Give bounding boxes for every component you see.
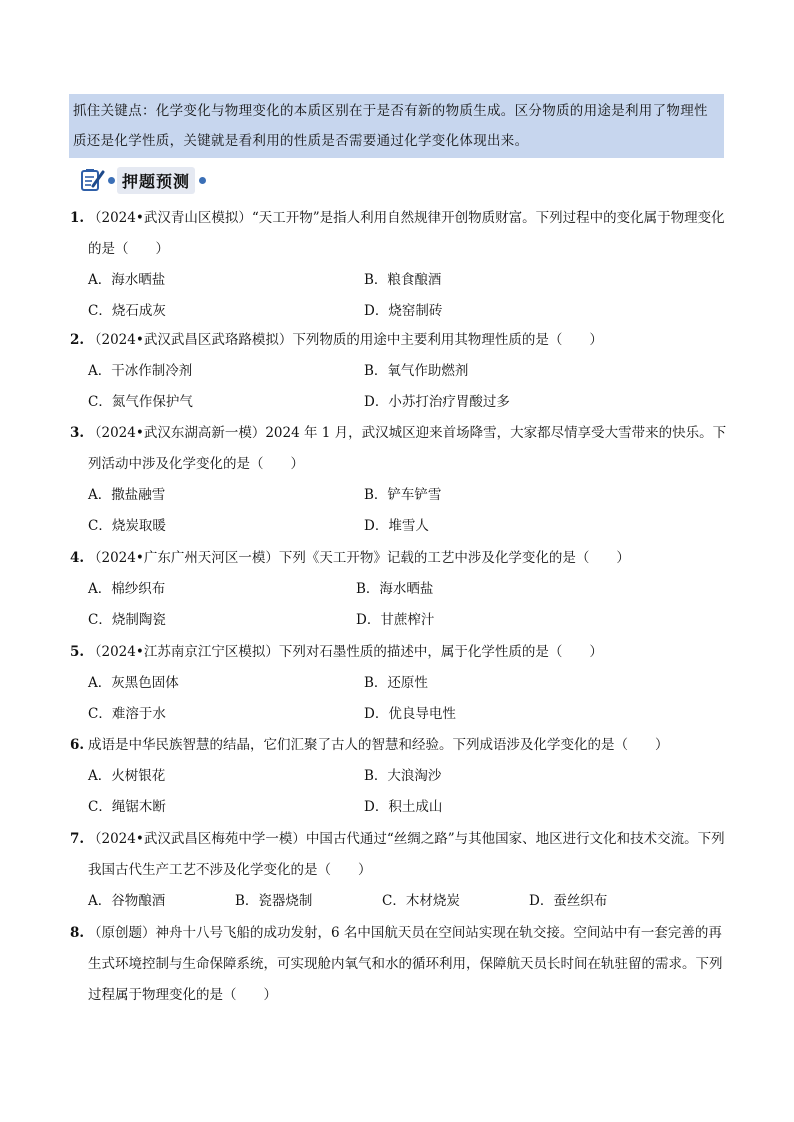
section-banner xyxy=(80,166,206,194)
option-b: B．粮食酿酒 xyxy=(364,272,442,288)
option-a: A．棉纱织布 xyxy=(88,581,166,597)
question-number: 8. xyxy=(70,925,85,941)
question-4 xyxy=(70,543,730,636)
question-stem: （2024•武汉武昌区武珞路模拟）下列物质的用途中主要利用其物理性质的是（ ） xyxy=(88,332,603,348)
question-number: 6. xyxy=(70,737,85,753)
question-number: 4. xyxy=(70,550,85,566)
key-point-box xyxy=(69,94,724,158)
question-number: 7. xyxy=(70,831,85,847)
option-c: C．烧炭取暖 xyxy=(88,518,166,534)
option-b: B．大浪淘沙 xyxy=(364,768,442,784)
banner-title: 押题预测 xyxy=(117,167,195,194)
option-c: C．难溶于水 xyxy=(88,706,166,722)
option-a: A．海水晒盐 xyxy=(88,272,166,288)
question-stem: （2024•武汉东湖高新一模）2024 年 1 月，武汉城区迎来首场降雪，大家都尽情享受大雪带来的快乐。下列活动中涉及化学变化的是（ ） xyxy=(88,425,727,472)
key-point-text: 抓住关键点：化学变化与物理变化的本质区别在于是否有新的物质生成。区分物质的用途是利用了物理性质还是化学性质，关键就是看利用的性质是否需要通过化学变化体现出来。 xyxy=(73,103,708,149)
option-b: B．铲车铲雪 xyxy=(364,487,442,503)
option-d: D．堆雪人 xyxy=(364,518,429,534)
option-c: C．烧制陶瓷 xyxy=(88,612,166,628)
question-1 xyxy=(70,203,730,327)
question-number: 5. xyxy=(70,644,85,660)
option-d: D．甘蔗榨汁 xyxy=(356,612,435,628)
option-c: C．绳锯木断 xyxy=(88,799,166,815)
option-c: C．烧石成灰 xyxy=(88,303,166,319)
option-a: A．干冰作制冷剂 xyxy=(88,363,193,379)
option-d: D．小苏打治疗胃酸过多 xyxy=(364,394,510,410)
option-d: D．烧窑制砖 xyxy=(364,303,443,319)
question-6 xyxy=(70,730,730,823)
question-number: 3. xyxy=(70,425,85,441)
option-b: B．氧气作助燃剂 xyxy=(364,363,469,379)
question-stem: （2024•武汉武昌区梅苑中学一模）中国古代通过“丝绸之路”与其他国家、地区进行文化和技术交流。下列我国古代生产工艺不涉及化学变化的是（ ） xyxy=(88,831,725,878)
question-2 xyxy=(70,325,730,418)
option-d: D．积土成山 xyxy=(364,799,443,815)
option-a: A．灰黑色固体 xyxy=(88,675,179,691)
option-d: D．蚕丝织布 xyxy=(529,893,608,909)
option-b: B．还原性 xyxy=(364,675,428,691)
question-number: 1. xyxy=(70,210,85,226)
question-stem: （2024•广东广州天河区一模）下列《天工开物》记载的工艺中涉及化学变化的是（ ） xyxy=(88,550,630,566)
question-8 xyxy=(70,918,730,1011)
option-d: D．优良导电性 xyxy=(364,706,456,722)
banner-dot-left xyxy=(108,177,115,184)
option-a: A．谷物酿酒 xyxy=(88,893,166,909)
question-3 xyxy=(70,418,730,542)
question-stem: （原创题）神舟十八号飞船的成功发射，6 名中国航天员在空间站实现在轨交接。空间站中有一套完善的再生式环境控制与生命保障系统，可实现舱内氧气和水的循环利用，保障航天员长时间在轨驻留的需求。下列过程属于物理变化的是（ ） xyxy=(88,925,723,1003)
option-c: C．木材烧炭 xyxy=(382,893,460,909)
question-7 xyxy=(70,824,730,917)
option-a: A．火树银花 xyxy=(88,768,166,784)
question-stem: 成语是中华民族智慧的结晶，它们汇聚了古人的智慧和经验。下列成语涉及化学变化的是（ ） xyxy=(88,737,669,753)
option-a: A．撒盐融雪 xyxy=(88,487,166,503)
option-b: B．瓷器烧制 xyxy=(235,893,313,909)
question-number: 2. xyxy=(70,332,85,348)
question-stem: （2024•武汉青山区模拟）“天工开物”是指人利用自然规律开创物质财富。下列过程中的变化属于物理变化的是（ ） xyxy=(88,210,725,257)
question-stem: （2024•江苏南京江宁区模拟）下列对石墨性质的描述中，属于化学性质的是（ ） xyxy=(88,644,603,660)
option-b: B．海水晒盐 xyxy=(356,581,434,597)
banner-dot-right xyxy=(199,177,206,184)
notepad-pen-icon xyxy=(80,168,106,192)
option-c: C．氮气作保护气 xyxy=(88,394,193,410)
question-5 xyxy=(70,637,730,730)
